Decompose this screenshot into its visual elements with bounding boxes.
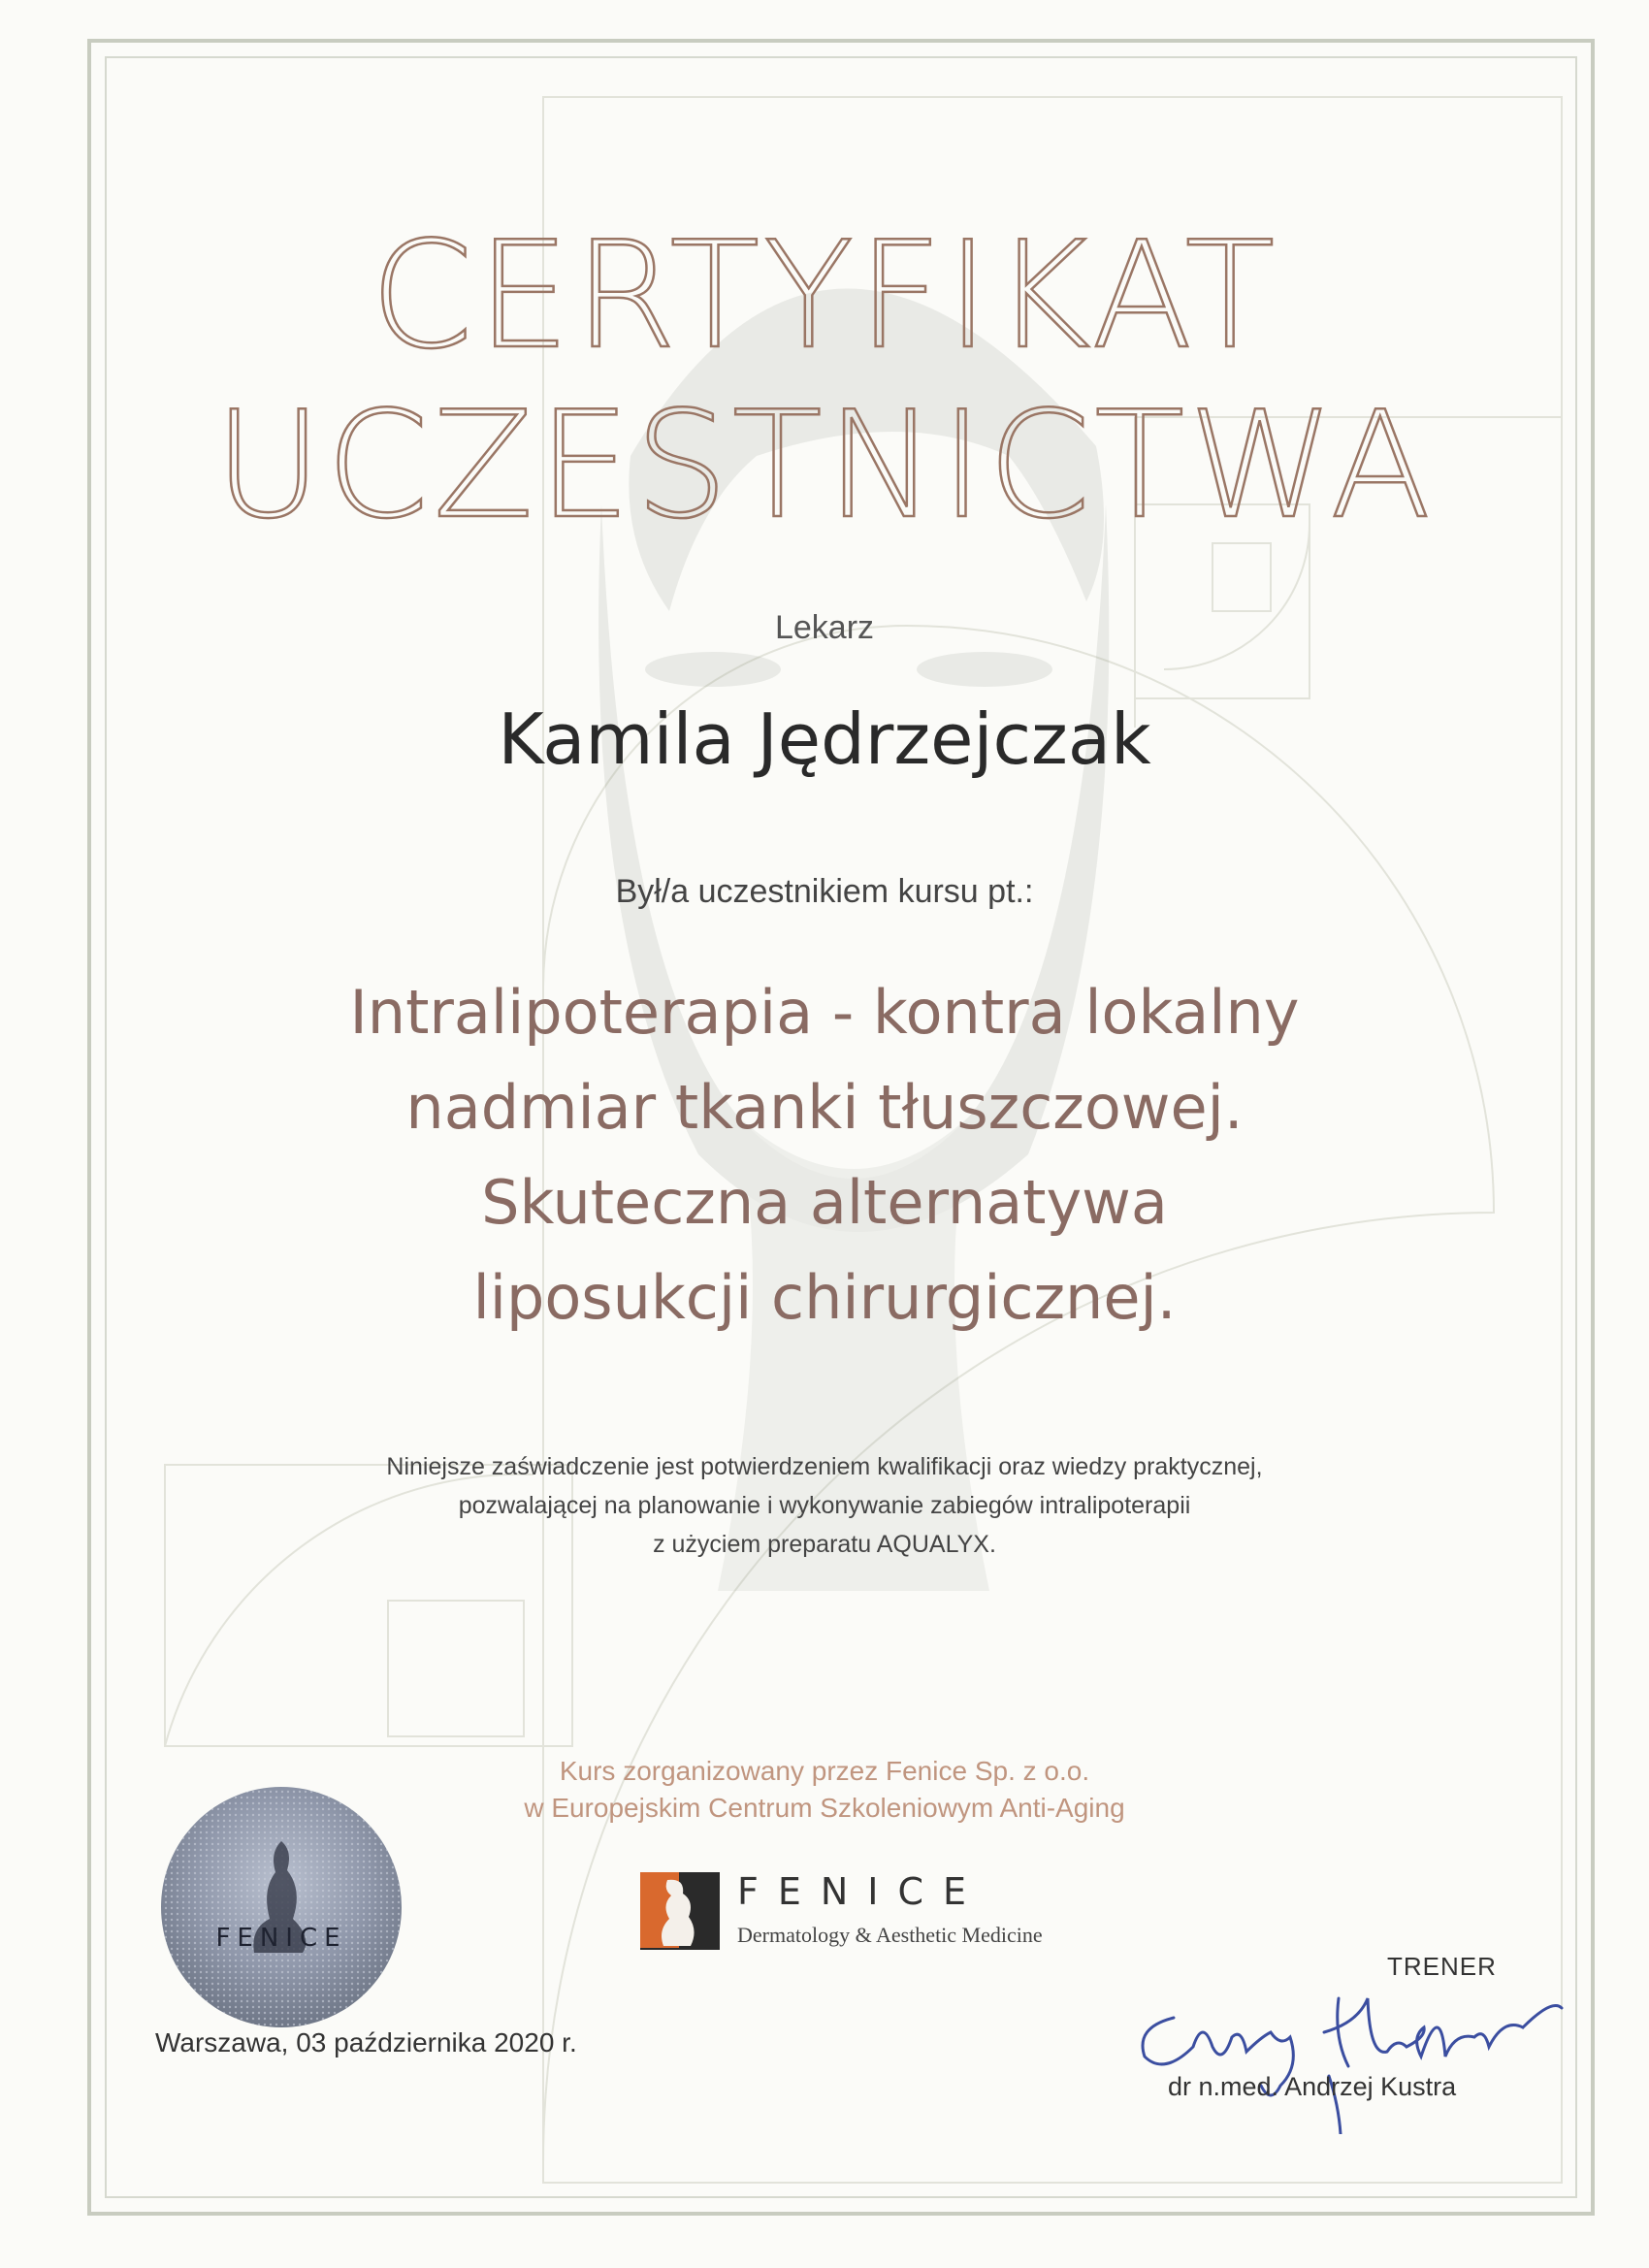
course-title-line: liposukcji chirurgicznej. <box>472 1262 1177 1333</box>
seal-text: FENICE <box>215 1924 347 1953</box>
course-title-line: nadmiar tkanki tłuszczowej. <box>405 1072 1244 1143</box>
description-line: z użyciem preparatu AQUALYX. <box>653 1531 996 1558</box>
course-title <box>0 965 1649 1345</box>
trainer-label: TRENER <box>1387 1952 1497 1981</box>
participant-role: Lekarz <box>774 609 875 646</box>
certificate-title-line1: CERTYFIKAT <box>370 210 1279 381</box>
hologram-seal <box>157 1783 405 2031</box>
description-line: Niniejsze zaświadczenie jest potwierdzeniem kwalifikacji oraz wiedzy praktycznej, <box>386 1453 1263 1480</box>
organizer-line: w Europejskim Centrum Szkoleniowym Anti-Aging <box>524 1793 1125 1823</box>
course-title-line: Intralipoterapia - kontra lokalny <box>349 977 1300 1048</box>
certificate-description <box>0 1447 1649 1564</box>
logo-wordmark: FENICE <box>737 1870 986 1913</box>
place-and-date: Warszawa, 03 października 2020 r. <box>155 2027 577 2057</box>
description-line: pozwalającej na planowanie i wykonywanie zabiegów intralipoterapii <box>458 1492 1191 1519</box>
participant-statement: Był/a uczestnikiem kursu pt.: <box>615 873 1034 910</box>
course-title-line: Skuteczna alternatywa <box>481 1167 1168 1238</box>
participant-name: Kamila Jędrzejczak <box>498 698 1151 780</box>
certificate-title-line2: UCZESTNICTWA <box>213 379 1436 551</box>
logo-subtitle: Dermatology & Aesthetic Medicine <box>737 1923 1043 1947</box>
trainer-name: dr n.med. Andrzej Kustra <box>1168 2072 1457 2101</box>
trainer-signature <box>1116 1940 1571 2134</box>
organizer-line: Kurs zorganizowany przez Fenice Sp. z o.o. <box>559 1756 1090 1786</box>
